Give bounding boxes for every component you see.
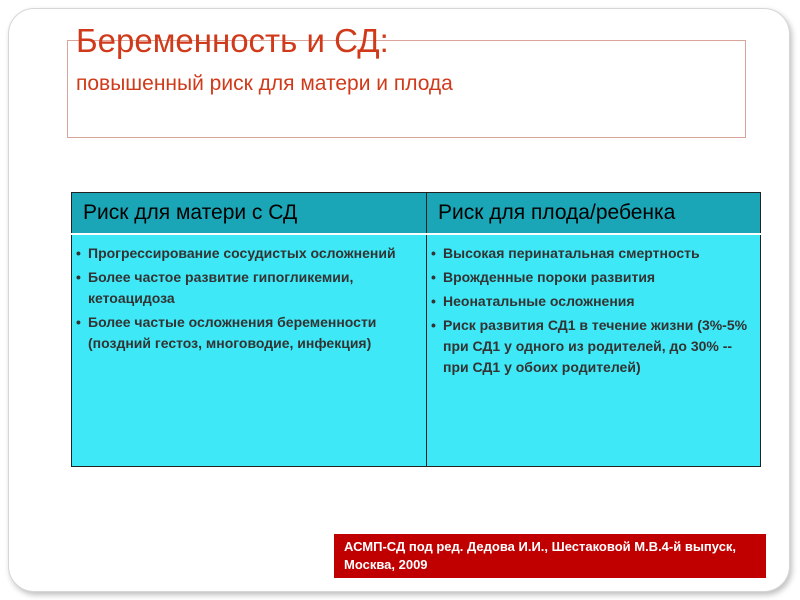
list-item: • Более частое развитие гипогликемии, кетоацидоза xyxy=(76,267,420,309)
list-item: • Прогрессирование сосудистых осложнений xyxy=(76,243,420,264)
list-item: • Более частые осложнения беременности (поздний гестоз, многоводие, инфекция) xyxy=(76,312,420,354)
child-risk-cell xyxy=(427,234,761,467)
risk-table xyxy=(71,192,761,467)
header-child-risk: Риск для плода/ребенка xyxy=(427,193,761,235)
slide-title: Беременность и СД: xyxy=(76,22,389,59)
source-citation: АСМП-СД под ред. Дедова И.И., Шестаковой М.В.4-й выпуск, Москва, 2009 xyxy=(334,534,766,578)
list-item: • Врожденные пороки развития xyxy=(431,267,754,288)
child-risk-list xyxy=(431,243,754,378)
mother-risk-list xyxy=(76,243,420,354)
header-mother-risk: Риск для матери с СД xyxy=(72,193,427,235)
list-item: • Неонатальные осложнения xyxy=(431,291,754,312)
slide-subtitle: повышенный риск для матери и плода xyxy=(76,72,453,95)
table-header-row xyxy=(72,193,761,235)
list-item: • Высокая перинатальная смертность xyxy=(431,243,754,264)
table-body-row xyxy=(72,234,761,467)
list-item: • Риск развития СД1 в течение жизни (3%-5% при СД1 у одного из родителей, до 30% -- при СД1 у обоих родителей) xyxy=(431,315,754,378)
mother-risk-cell xyxy=(72,234,427,467)
